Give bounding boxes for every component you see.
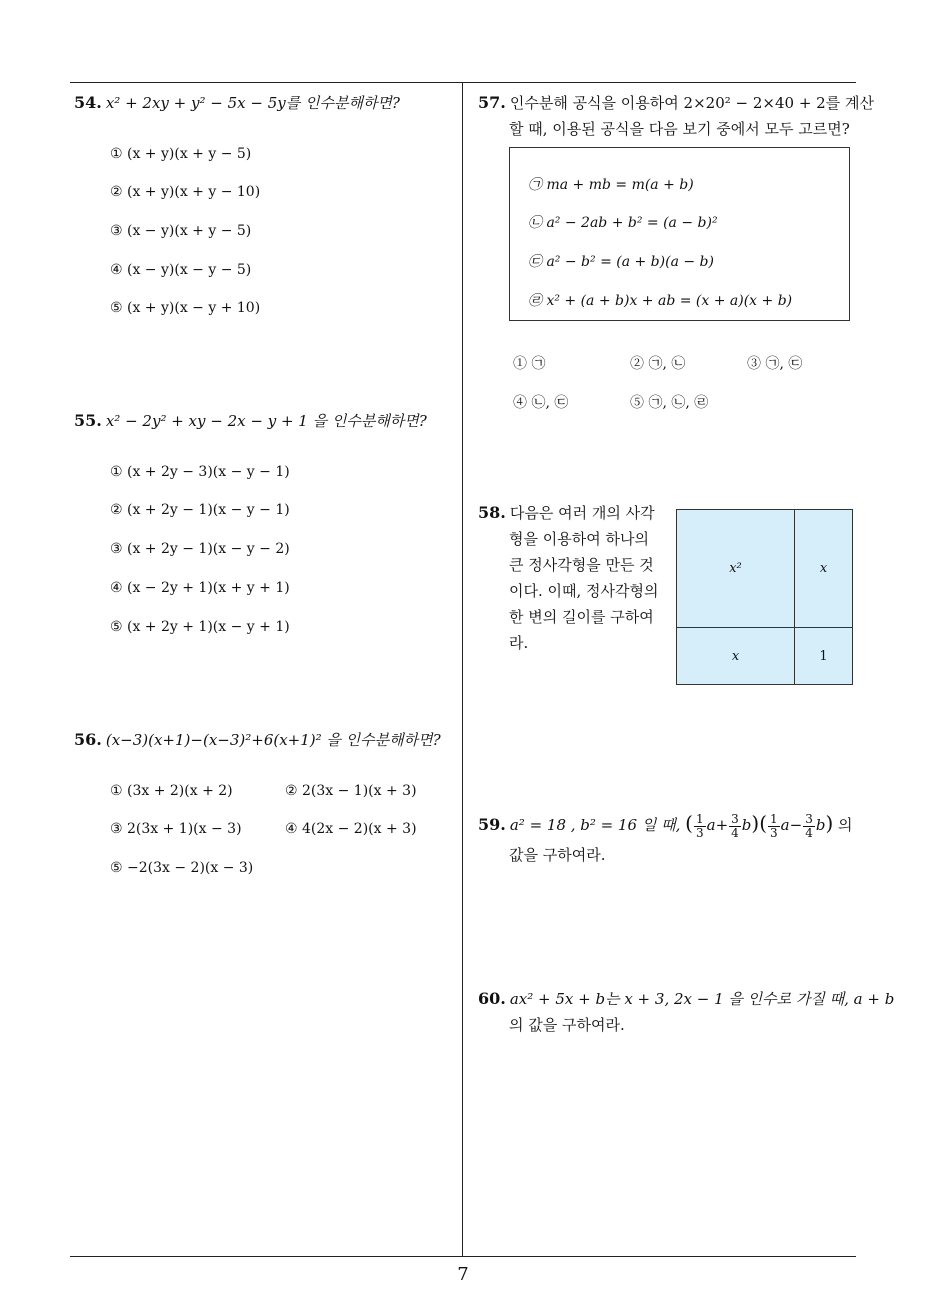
options-box bbox=[509, 147, 850, 321]
question-number: 55. bbox=[74, 411, 102, 430]
q54-choice-5[interactable]: ⑤ (x + y)(x − y + 10) bbox=[110, 300, 261, 316]
question-text-line1: 인수분해 공식을 이용하여 2×20² − 2×40 + 2를 계산 bbox=[509, 94, 874, 112]
option-giyeok: ㉠ ma + mb = m(a + b) bbox=[528, 177, 694, 193]
q54-choice-2[interactable]: ② (x + y)(x + y − 10) bbox=[110, 184, 261, 200]
question-57-line2: 할 때, 이용된 공식을 다음 보기 중에서 모두 고르면? bbox=[509, 120, 850, 138]
q55-choice-3[interactable]: ③ (x + 2y − 1)(x − y − 2) bbox=[110, 541, 290, 557]
q58-line5: 한 변의 길이를 구하여 bbox=[509, 608, 654, 626]
q58-line3: 큰 정사각형을 만든 것 bbox=[509, 556, 654, 574]
q59-line2: 값을 구하여라. bbox=[509, 846, 606, 864]
q57-choice-2[interactable]: ② ㉠, ㉡ bbox=[630, 356, 686, 372]
fraction-3-4-second: $\frac{3}{4}$ bbox=[805, 811, 813, 840]
column-divider bbox=[462, 83, 463, 1257]
question-59: 59. a² = 18 , b² = 16 일 때, ( $\frac{1}{3}$ a+ $\frac{3}{4}$ b)( $\frac{1}{3}$ a− $\frac{3}{4}$ b) 의 bbox=[478, 811, 853, 840]
fraction-1-3: $\frac{1}{3}$ bbox=[695, 811, 704, 840]
question-text-line1: 다음은 여러 개의 사각 bbox=[509, 504, 655, 522]
question-55 bbox=[74, 408, 427, 434]
cell-x-right: x bbox=[794, 509, 853, 628]
q60-line2: 의 값을 구하여라. bbox=[509, 1016, 625, 1034]
question-number: 58. bbox=[478, 503, 506, 522]
fraction-3-4: $\frac{3}{4}$ bbox=[731, 811, 739, 840]
question-56 bbox=[74, 727, 441, 753]
question-57 bbox=[478, 90, 874, 116]
question-54 bbox=[74, 90, 400, 116]
question-60 bbox=[478, 986, 894, 1012]
q55-choice-1[interactable]: ① (x + 2y − 3)(x − y − 1) bbox=[110, 464, 290, 480]
q54-choice-4[interactable]: ④ (x − y)(x − y − 5) bbox=[110, 262, 252, 278]
q56-choice-1[interactable]: ① (3x + 2)(x + 2) bbox=[110, 783, 233, 799]
question-text: x² + 2xy + y² − 5x − 5y를 인수분해하면? bbox=[105, 94, 400, 112]
fraction-1-3-second: $\frac{1}{3}$ bbox=[770, 811, 778, 840]
question-condition: a² = 18 , b² = 16 일 때, bbox=[509, 816, 681, 834]
question-number: 59. bbox=[478, 815, 506, 834]
q54-choice-1[interactable]: ① (x + y)(x + y − 5) bbox=[110, 146, 252, 162]
q57-choice-4[interactable]: ④ ㉡, ㉢ bbox=[513, 395, 569, 411]
question-tail: 의 bbox=[838, 816, 853, 834]
square-figure bbox=[676, 509, 853, 685]
q55-choice-2[interactable]: ② (x + 2y − 1)(x − y − 1) bbox=[110, 502, 290, 518]
question-text: ax² + 5x + b는 x + 3, 2x − 1 을 인수로 가질 때, a + b bbox=[509, 990, 895, 1008]
cell-x-bottom: x bbox=[676, 627, 795, 685]
option-nieun: ㉡ a² − 2ab + b² = (a − b)² bbox=[528, 215, 718, 231]
q57-choice-5[interactable]: ⑤ ㉠, ㉡, ㉣ bbox=[630, 395, 709, 411]
question-text: x² − 2y² + xy − 2x − y + 1 을 인수분해하면? bbox=[105, 412, 427, 430]
question-number: 54. bbox=[74, 93, 102, 112]
q58-line4: 이다. 이때, 정사각형의 bbox=[509, 582, 659, 600]
question-text: (x−3)(x+1)−(x−3)²+6(x+1)² 을 인수분해하면? bbox=[105, 731, 441, 749]
q54-choice-3[interactable]: ③ (x − y)(x + y − 5) bbox=[110, 223, 252, 239]
cell-x-squared: x² bbox=[676, 509, 795, 628]
question-number: 57. bbox=[478, 93, 506, 112]
top-rule bbox=[70, 82, 856, 83]
q56-choice-4[interactable]: ④ 4(2x − 2)(x + 3) bbox=[285, 821, 417, 837]
q56-choice-3[interactable]: ③ 2(3x + 1)(x − 3) bbox=[110, 821, 242, 837]
bottom-rule bbox=[70, 1256, 856, 1257]
q56-choice-2[interactable]: ② 2(3x − 1)(x + 3) bbox=[285, 783, 417, 799]
cell-one: 1 bbox=[794, 627, 853, 685]
q57-choice-1[interactable]: ① ㉠ bbox=[513, 356, 546, 372]
option-digeut: ㉢ a² − b² = (a + b)(a − b) bbox=[528, 254, 714, 270]
q55-choice-4[interactable]: ④ (x − 2y + 1)(x + y + 1) bbox=[110, 580, 290, 596]
q55-choice-5[interactable]: ⑤ (x + 2y + 1)(x − y + 1) bbox=[110, 619, 290, 635]
q58-line2: 형을 이용하여 하나의 bbox=[509, 530, 649, 548]
question-58 bbox=[478, 500, 655, 526]
question-number: 60. bbox=[478, 989, 506, 1008]
page-number: 7 bbox=[457, 1264, 469, 1285]
q56-choice-5[interactable]: ⑤ −2(3x − 2)(x − 3) bbox=[110, 860, 254, 876]
q57-choice-3[interactable]: ③ ㉠, ㉢ bbox=[747, 356, 803, 372]
question-number: 56. bbox=[74, 730, 102, 749]
q58-line6: 라. bbox=[509, 634, 529, 652]
option-rieul: ㉣ x² + (a + b)x + ab = (x + a)(x + b) bbox=[528, 293, 793, 309]
